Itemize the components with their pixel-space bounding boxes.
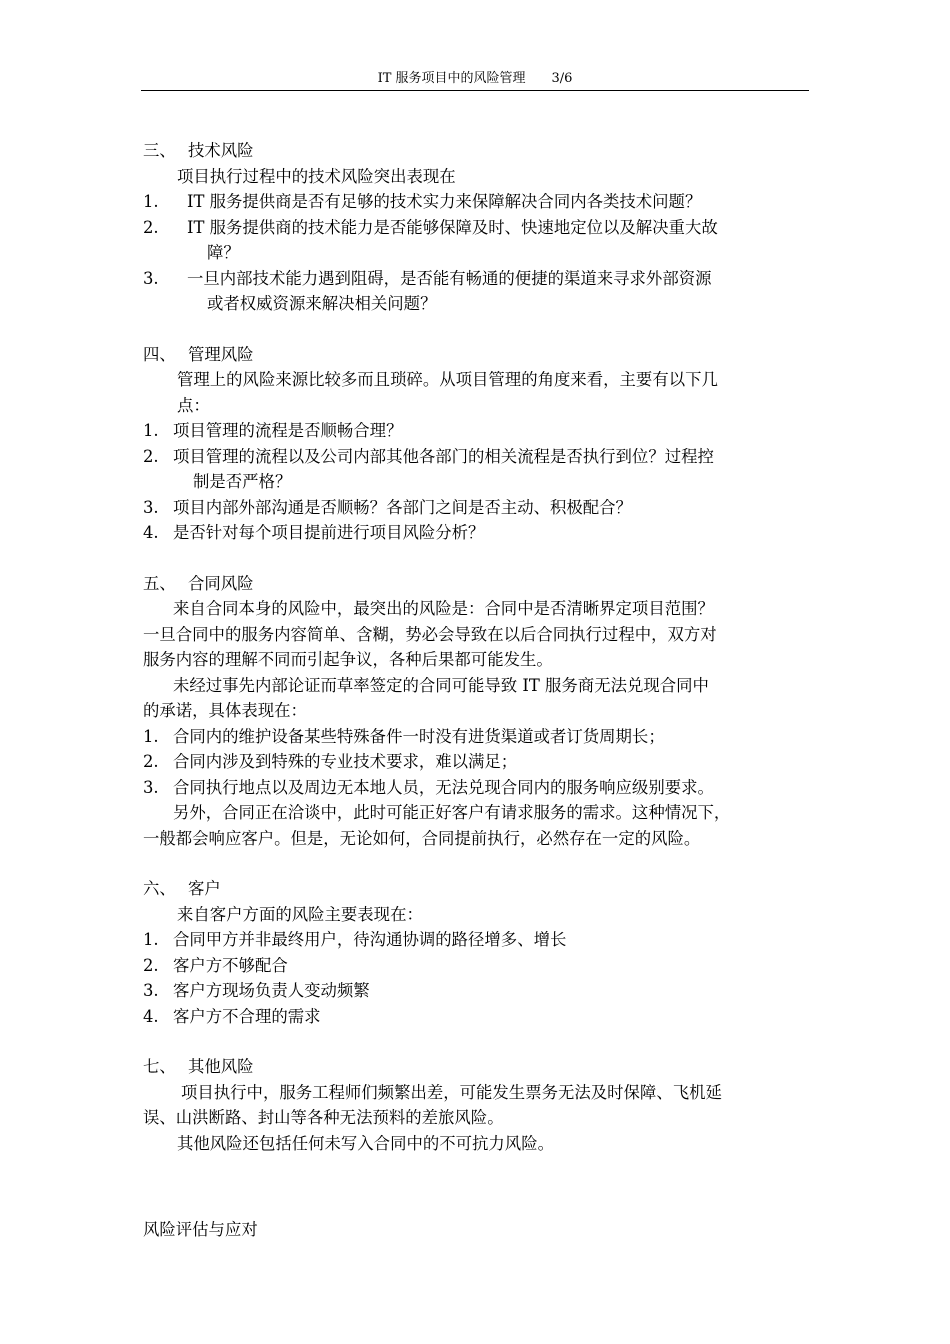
section-heading xyxy=(143,876,813,902)
list-item xyxy=(143,444,813,495)
list-text: 项目管理的流程以及公司内部其他各部门的相关流程是否执行到位？过程控 xyxy=(173,446,714,466)
section-heading xyxy=(143,138,813,164)
list-text: 客户方不合理的需求 xyxy=(173,1006,321,1026)
list-text: IT 服务提供商是否有足够的技术实力来保障解决合同内各类技术问题？ xyxy=(187,192,702,211)
list-item xyxy=(143,953,813,979)
section-heading xyxy=(143,571,813,597)
list-item xyxy=(143,266,813,317)
paragraph-continued: 一旦合同中的服务内容简单、含糊，势必会导致在以后合同执行过程中，双方对 xyxy=(143,624,717,644)
list-text: 项目管理的流程是否顺畅合理？ xyxy=(173,421,403,440)
list-text: 是否针对每个项目提前进行项目风险分析？ xyxy=(173,523,485,542)
page-number: 3/6 xyxy=(551,71,573,86)
paragraph-continued: 的承诺，具体表现在： xyxy=(143,701,307,720)
list-number: 2. xyxy=(143,955,159,975)
list-item xyxy=(143,724,813,750)
list-item xyxy=(143,1004,813,1030)
section-number: 三、 xyxy=(143,141,176,160)
list-number: 3. xyxy=(143,268,159,288)
paragraph: 项目执行过程中的技术风险突出表现在 xyxy=(177,166,456,186)
list-number: 1. xyxy=(143,726,159,746)
list-text-continued: 或者权威资源来解决相关问题？ xyxy=(207,294,437,313)
list-number: 3. xyxy=(143,981,159,1000)
section-number: 七、 xyxy=(143,1057,176,1076)
header-title: IT 服务项目中的风险管理 xyxy=(377,71,526,86)
list-item xyxy=(143,215,813,266)
list-text: 项目内部外部沟通是否顺畅？各部门之间是否主动、积极配合？ xyxy=(173,497,632,517)
paragraph-continued: 服务内容的理解不同而引起争议，各种后果都可能发生。 xyxy=(143,650,553,669)
section-title: 客户 xyxy=(188,879,221,898)
list-number: 3. xyxy=(143,777,159,797)
list-number: 3. xyxy=(143,497,159,517)
list-number: 2. xyxy=(143,217,159,237)
list-text-continued: 制是否严格？ xyxy=(193,472,292,491)
section-number: 六、 xyxy=(143,879,176,898)
list-number: 1. xyxy=(143,192,159,211)
paragraph-continued: 误、山洪断路、封山等各种无法预料的差旅风险。 xyxy=(143,1108,504,1127)
list-item xyxy=(143,520,813,546)
document-body xyxy=(143,138,813,1243)
list-item xyxy=(143,418,813,444)
list-text-continued: 障？ xyxy=(207,243,240,262)
section-number: 四、 xyxy=(143,344,176,364)
list-item xyxy=(143,189,813,215)
paragraph: 来自客户方面的风险主要表现在： xyxy=(177,904,423,924)
list-number: 4. xyxy=(143,523,159,542)
list-number: 4. xyxy=(143,1006,159,1026)
paragraph: 管理上的风险来源比较多而且琐碎。从项目管理的角度来看，主要有以下几 xyxy=(177,370,718,389)
section-title: 管理风险 xyxy=(188,344,254,364)
list-text: IT 服务提供商的技术能力是否能够保障及时、快速地定位以及解决重大故 xyxy=(187,217,718,237)
list-number: 1. xyxy=(143,421,159,440)
list-text: 合同内的维护设备某些特殊备件一时没有进货渠道或者订货周期长； xyxy=(173,726,665,746)
paragraph: 未经过事先内部论证而草率签定的合同可能导致 IT 服务商无法兑现合同中 xyxy=(173,675,709,695)
list-text: 合同甲方并非最终用户，待沟通协调的路径增多、增长 xyxy=(173,930,567,949)
paragraph: 来自合同本身的风险中，最突出的风险是：合同中是否清晰界定项目范围？ xyxy=(173,599,714,618)
section-heading xyxy=(143,1054,813,1080)
paragraph: 项目执行中，服务工程师们频繁出差，可能发生票务无法及时保障、飞机延 xyxy=(181,1082,722,1102)
list-item xyxy=(143,978,813,1004)
section-title: 技术风险 xyxy=(188,141,254,160)
paragraph: 另外，合同正在洽谈中，此时可能正好客户有请求服务的需求。这种情况下， xyxy=(173,803,731,822)
paragraph-continued: 点： xyxy=(177,395,210,415)
list-number: 2. xyxy=(143,446,159,466)
section-title: 合同风险 xyxy=(188,573,254,593)
list-item xyxy=(143,927,813,953)
list-item xyxy=(143,495,813,521)
list-text: 合同内涉及到特殊的专业技术要求，难以满足； xyxy=(173,752,518,771)
section-title: 其他风险 xyxy=(188,1057,254,1076)
list-text: 客户方不够配合 xyxy=(173,955,288,975)
paragraph-continued: 一般都会响应客户。但是，无论如何，合同提前执行，必然存在一定的风险。 xyxy=(143,828,701,848)
list-text: 客户方现场负责人变动频繁 xyxy=(173,981,370,1000)
list-item xyxy=(143,775,813,801)
list-text: 一旦内部技术能力遇到阻碍，是否能有畅通的便捷的渠道来寻求外部资源 xyxy=(187,268,712,288)
paragraph: 其他风险还包括任何未写入合同中的不可抗力风险。 xyxy=(177,1133,554,1153)
list-number: 2. xyxy=(143,752,159,771)
section-number: 五、 xyxy=(143,573,176,593)
list-number: 1. xyxy=(143,930,159,949)
page-header xyxy=(141,68,809,91)
section-heading xyxy=(143,342,813,368)
list-item xyxy=(143,749,813,775)
closing-heading: 风险评估与应对 xyxy=(143,1220,258,1239)
list-text: 合同执行地点以及周边无本地人员，无法兑现合同内的服务响应级别要求。 xyxy=(173,777,714,797)
